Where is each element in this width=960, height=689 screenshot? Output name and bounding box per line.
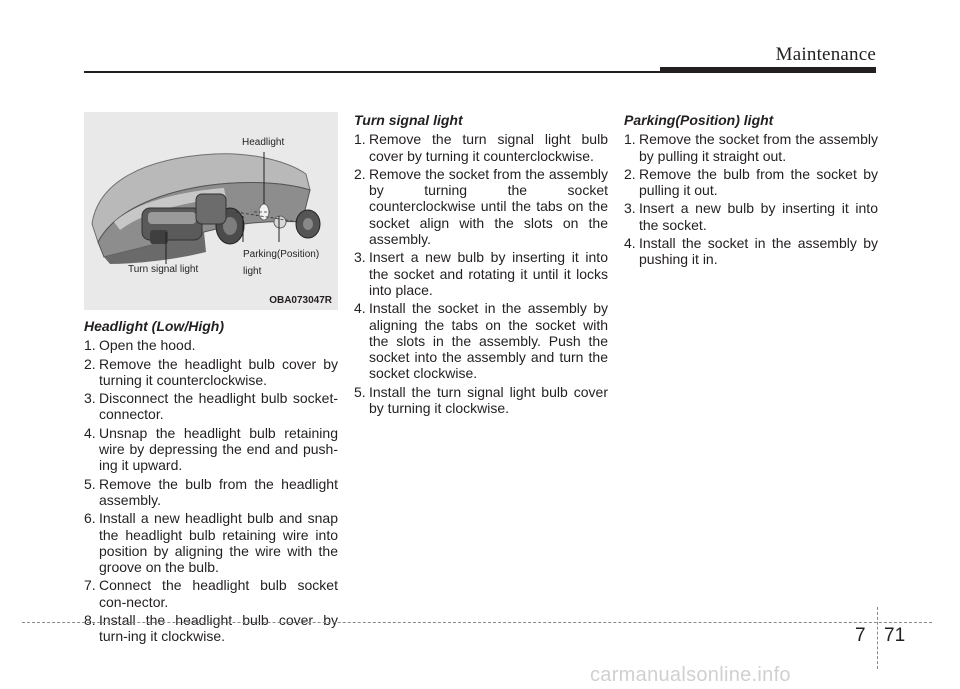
step-text: Remove the turn signal light bulb cover by turning it counterclockwise. [369, 131, 608, 164]
step-text: Remove the socket from the assembly by turning the socket counterclockwise until the tabs on the socket align with the slots on the assembly. [369, 165, 608, 248]
list-item [84, 612, 338, 645]
step-number: 4. [84, 424, 96, 441]
section-title-turn-signal: Turn signal light [354, 112, 463, 128]
step-text: Install a new headlight bulb and snap the headlight bulb retaining wire into position by aligning the wire with the groove on the bulb. [99, 510, 338, 576]
list-item [84, 390, 338, 423]
step-number: 1. [84, 337, 96, 354]
step-number: 7. [84, 577, 96, 594]
step-number: 1. [624, 131, 636, 148]
section-title-parking: Parking(Position) light [624, 112, 774, 128]
step-text: Unsnap the headlight bulb retaining wire by depressing the end and push-ing it upward. [99, 424, 338, 474]
step-number: 5. [354, 383, 366, 400]
list-item [84, 510, 338, 575]
step-number: 2. [84, 355, 96, 372]
steps-headlight [84, 337, 338, 644]
step-text: Insert a new bulb by inserting it into the socket. [639, 200, 878, 233]
page-number: 71 [884, 625, 906, 646]
step-number: 3. [354, 249, 366, 266]
step-number: 6. [84, 510, 96, 527]
step-text: Disconnect the headlight bulb socket-connector. [99, 390, 338, 423]
list-item [84, 356, 338, 389]
step-number: 3. [624, 200, 636, 217]
list-item [354, 300, 608, 381]
chapter-number: 7 [855, 625, 866, 646]
figure-label-headlight: Headlight [242, 137, 285, 148]
figure-label-parking-line1: Parking(Position) [243, 249, 320, 260]
step-number: 5. [84, 475, 96, 492]
step-text: Remove the socket from the assembly by pulling it straight out. [639, 131, 878, 164]
step-number: 8. [84, 612, 96, 629]
step-number: 2. [354, 165, 366, 182]
list-item [84, 337, 338, 353]
step-text: Remove the headlight bulb cover by turning it counterclockwise. [99, 355, 338, 388]
figure-code: OBA073047R [269, 295, 332, 306]
step-number: 4. [354, 300, 366, 317]
steps-turn-signal [354, 131, 608, 416]
page-header-title: Maintenance [775, 44, 876, 65]
steps-parking [624, 131, 878, 267]
list-item [84, 577, 338, 610]
step-number: 3. [84, 390, 96, 407]
section-headlight [84, 318, 338, 647]
step-text: Insert a new bulb by inserting it into the socket and rotating it until it locks into place. [369, 249, 608, 298]
list-item [354, 249, 608, 298]
list-item [84, 476, 338, 509]
step-text: Install the socket in the assembly by aligning the tabs on the socket with the slots in the assembly. Push the socket into the assembly and turn the socket clockwise. [369, 300, 608, 382]
step-text: Install the headlight bulb cover by turn-ing it clockwise. [99, 612, 338, 645]
figure-label-turn-signal: Turn signal light [128, 264, 199, 275]
step-number: 1. [354, 131, 366, 148]
step-text: Install the turn signal light bulb cover by turning it clockwise. [369, 383, 608, 417]
headlight-assembly-figure [84, 112, 338, 310]
section-turn-signal [354, 112, 608, 418]
headlight-assembly-illustration [84, 112, 338, 310]
list-item [354, 166, 608, 247]
watermark: carmanualsonline.info [590, 664, 791, 686]
step-text: Connect the headlight bulb socket con-nector. [99, 577, 338, 610]
list-item [624, 166, 878, 199]
step-text: Remove the bulb from the headlight assembly. [99, 475, 338, 508]
header-rule-thin [84, 71, 660, 73]
footer-rule [22, 622, 932, 623]
list-item [624, 200, 878, 233]
list-item [354, 384, 608, 417]
section-title-headlight: Headlight (Low/High) [84, 318, 224, 334]
section-parking [624, 112, 878, 270]
list-item [354, 131, 608, 164]
step-number: 2. [624, 165, 636, 182]
step-number: 4. [624, 235, 636, 252]
list-item [84, 425, 338, 474]
step-text: Open the hood. [99, 337, 196, 354]
footer-divider [877, 607, 878, 669]
list-item [624, 131, 878, 164]
step-text: Install the socket in the assembly by pushing it in. [639, 235, 878, 268]
figure-label-parking-line2: light [243, 266, 262, 277]
list-item [624, 235, 878, 268]
header-rule-thick [660, 67, 876, 73]
step-text: Remove the bulb from the socket by pulling it out. [639, 165, 878, 199]
